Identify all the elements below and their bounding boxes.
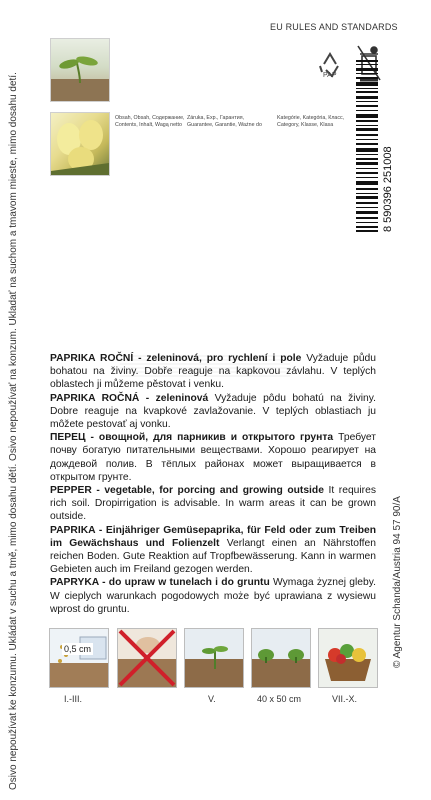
copyright-text: © Agentur Schanda/Austria 94 57 90/A bbox=[392, 496, 403, 668]
section-pl bbox=[50, 576, 376, 616]
pap-label: PAP bbox=[323, 72, 337, 79]
section-en bbox=[50, 484, 376, 524]
section-title: PAPRIKA ROČNÁ - zeleninová bbox=[50, 392, 209, 404]
description-block bbox=[50, 352, 376, 616]
section-title: PAPRIKA - Einjähriger Gemüsepaprika, für Feld oder zum Treiben im Gewächshaus und Folienzelt bbox=[50, 524, 376, 549]
legend-contents: Obsah, Obsah, Содержание, Contents, Inhalt, Wagą netto bbox=[115, 115, 185, 128]
section-sk bbox=[50, 392, 376, 432]
section-body: It requires rich soil. Dropirrigation is advisable. In warm areas it can be grown outside. bbox=[50, 485, 376, 523]
barcode bbox=[356, 60, 378, 232]
tile-sowing bbox=[49, 628, 109, 688]
seedling-photo bbox=[50, 38, 110, 102]
depth-label: 0,5 cm bbox=[64, 644, 92, 654]
section-body: Wymaga żyznej gleby. W cieplych warunkach pogodowych może być uprawiana z wysiewu wprost do gruntu. bbox=[50, 577, 377, 615]
barcode-digits: 8 590396 251008 bbox=[382, 146, 394, 232]
section-body: Vyžaduje půdu bohatou na živiny. Dobře reaguje na kapkovou závlahu. V teplých oblastech ji můžeme pěstovat i venku. bbox=[50, 353, 377, 391]
caption-sowing-months: I.-III. bbox=[64, 694, 82, 704]
section-de bbox=[50, 524, 376, 577]
caption-planting-month: V. bbox=[208, 694, 216, 704]
legend-category: Kategórie, Kategória, Класс, Category, Klasse, Klasa bbox=[277, 115, 345, 128]
tile-planting bbox=[184, 628, 244, 688]
eu-standards-label: EU RULES AND STANDARDS bbox=[270, 22, 398, 32]
tile-harvest bbox=[318, 628, 378, 688]
caption-harvest-months: VII.-X. bbox=[332, 694, 358, 704]
legend-guarantee: Záruka, Exp., Гарантия, Guarantee, Garantie, Ważne do bbox=[187, 115, 262, 128]
section-body: Verlangt einen an Nährstoffen reichen Boden. Gute Reaktion auf Tropfbewässerung. Kann in warmen Gebieten auch im Freiland gezogen werden. bbox=[50, 537, 376, 576]
section-title: PEPPER - vegetable, for porcing and growing outside bbox=[50, 485, 324, 497]
caption-spacing: 40 x 50 cm bbox=[257, 694, 302, 704]
section-title: PAPRYKA - do upraw w tunelach i do gruntu bbox=[50, 577, 270, 589]
tile-no-direct-sowing bbox=[117, 628, 177, 688]
tile-spacing bbox=[251, 628, 311, 688]
section-title: PAPRIKA ROČNÍ - zeleninová, pro rychlení i pole bbox=[50, 353, 302, 364]
section-title: ПЕРЕЦ - овощной, для парникив и открытого грунта bbox=[50, 432, 334, 444]
section-cz bbox=[50, 352, 376, 392]
pepper-photo bbox=[50, 112, 110, 176]
side-warning-text: Osivo nepoužívat ke konzumu. Ukládat v suchu a tmě, mimo dosahu dětí. Osivo nepoužívať na konzum. Ukladať na suchom a tmavom mieste, mimo dosahu detí. bbox=[8, 72, 19, 790]
section-body: Требует почву богатую питательными веществами. Хорошо реагирует на дождевой полив. В тёплых районах может выращивается в открытом грунте. bbox=[50, 432, 376, 483]
section-ru bbox=[50, 431, 376, 484]
section-body: Vyžaduje pôdu bohatú na živiny. Dobre reaguje na kvapkové zavlažovanie. V teplých oblastiach ju môžete pestovať aj vonku. bbox=[50, 392, 376, 431]
